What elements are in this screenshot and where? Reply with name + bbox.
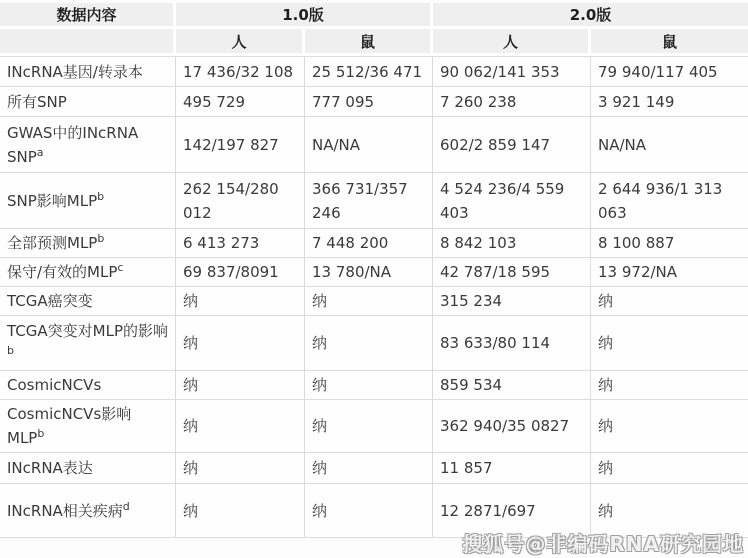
cell-value: 12 2871/697 (433, 484, 591, 538)
cell-value: 纳 (591, 484, 748, 538)
cell-value: 17 436/32 108 (176, 56, 305, 87)
cell-value: 纳 (176, 316, 305, 371)
cell-value: 纳 (591, 400, 748, 453)
cell-value: 366 731/357 246 (305, 173, 433, 229)
cell-value: 90 062/141 353 (433, 56, 591, 87)
sohu-watermark: 搜狐号@非编码RNA研究园地 (462, 532, 744, 556)
row-label: TCGA癌突变 (0, 287, 176, 316)
table-row (0, 117, 748, 173)
cell-value: 69 837/8091 (176, 258, 305, 287)
footnote-marker: b (97, 189, 105, 203)
header-v1-mouse: 鼠 (305, 29, 433, 56)
cell-value: 纳 (176, 400, 305, 453)
cell-value: 602/2 859 147 (433, 117, 591, 173)
footnote-marker: b (7, 344, 14, 357)
cell-value: 315 234 (433, 287, 591, 316)
footnote-marker: a (36, 145, 44, 159)
cell-value: 7 260 238 (433, 87, 591, 117)
footnote-marker: b (37, 427, 45, 440)
header-version-2-0: 2.0版 (433, 3, 748, 29)
cell-value: 8 100 887 (591, 229, 748, 258)
cell-value: 纳 (176, 371, 305, 400)
table-row (0, 229, 748, 258)
row-label: INcRNA相关疾病$^d$ (0, 484, 176, 538)
cell-value: 纳 (176, 484, 305, 538)
cell-value: 495 729 (176, 87, 305, 117)
cell-value: 7 448 200 (305, 229, 433, 258)
cell-value: 纳 (591, 316, 748, 371)
cell-value: 42 787/18 595 (433, 258, 591, 287)
footnote-marker: b (97, 232, 105, 245)
row-label: SNP影响MLP$^b$ (0, 173, 176, 229)
row-label: CosmicNCVs影响MLP$^b$ (0, 400, 176, 453)
cell-value: 2 644 936/1 313 063 (591, 173, 748, 229)
cell-value: 纳 (305, 371, 433, 400)
cell-value: 纳 (305, 400, 433, 453)
table-row (0, 87, 748, 117)
cell-value: 777 095 (305, 87, 433, 117)
row-label: INcRNA基因/转录本 (0, 56, 176, 87)
cell-value: 362 940/35 0827 (433, 400, 591, 453)
cell-value: NA/NA (591, 117, 748, 173)
table-row (0, 287, 748, 316)
cell-value: 8 842 103 (433, 229, 591, 258)
cell-value: 纳 (176, 287, 305, 316)
footnote-marker: c (117, 261, 124, 274)
cell-value: 13 780/NA (305, 258, 433, 287)
header-v2-mouse: 鼠 (591, 29, 748, 56)
cell-value: 纳 (305, 316, 433, 371)
cell-value: 859 534 (433, 371, 591, 400)
row-label: 全部预测MLP$^b$ (0, 229, 176, 258)
table-row (0, 258, 748, 287)
row-label: CosmicNCVs (0, 371, 176, 400)
cell-value: 4 524 236/4 559 403 (433, 173, 591, 229)
header-data-content: 数据内容 (0, 3, 176, 29)
table-row (0, 400, 748, 453)
row-label: 保守/有效的MLP$^c$ (0, 258, 176, 287)
row-label: INcRNA表达 (0, 453, 176, 484)
cell-value: 纳 (176, 453, 305, 484)
cell-value: 3 921 149 (591, 87, 748, 117)
version-comparison-table (0, 3, 748, 538)
cell-value: 纳 (305, 484, 433, 538)
cell-value: 6 413 273 (176, 229, 305, 258)
row-label: TCGA突变对MLP的影响$^b$ (0, 316, 176, 371)
cell-value: 79 940/117 405 (591, 56, 748, 87)
cell-value: 13 972/NA (591, 258, 748, 287)
cell-value: 11 857 (433, 453, 591, 484)
row-label: 所有SNP (0, 87, 176, 117)
cell-value: 纳 (305, 453, 433, 484)
cell-value: 纳 (591, 453, 748, 484)
table-row (0, 484, 748, 538)
table-header-species-row (0, 29, 748, 56)
cell-value: 262 154/280 012 (176, 173, 305, 229)
header-v1-human: 人 (176, 29, 305, 56)
table-row (0, 56, 748, 87)
header-empty-cell (0, 29, 176, 56)
row-label: GWAS中的INcRNA SNP$^a$ (0, 117, 176, 173)
cell-value: 142/197 827 (176, 117, 305, 173)
header-version-1-0: 1.0版 (176, 3, 433, 29)
cell-value: 25 512/36 471 (305, 56, 433, 87)
table-row (0, 453, 748, 484)
cell-value: 纳 (591, 371, 748, 400)
table-row (0, 173, 748, 229)
table-header-group-row (0, 3, 748, 29)
cell-value: 83 633/80 114 (433, 316, 591, 371)
cell-value: NA/NA (305, 117, 433, 173)
table-row (0, 316, 748, 371)
cell-value: 纳 (591, 287, 748, 316)
header-v2-human: 人 (433, 29, 591, 56)
table-row (0, 371, 748, 400)
cell-value: 纳 (305, 287, 433, 316)
footnote-marker: d (122, 499, 130, 513)
